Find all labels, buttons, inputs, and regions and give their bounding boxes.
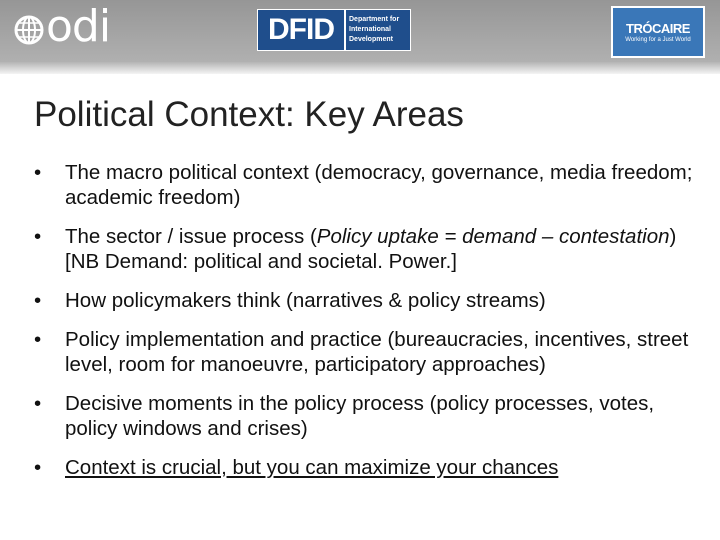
dfid-sub-line-2: International [349,26,392,33]
bullet-text: Decisive moments in the policy process (policy processes, votes, policy windows and crises) [65,392,655,440]
bullet-dot: • [34,161,42,184]
bullet-dot: • [34,225,42,248]
globe-icon [14,15,44,45]
bullet-dot: • [34,328,42,351]
dfid-logo [257,9,411,51]
dfid-logo-main: DFID [258,10,344,50]
trocaire-logo-tagline: Working for a Just World [625,36,691,43]
bullet-dot: • [34,456,42,479]
slide-title: Political Context: Key Areas [34,95,464,134]
bullet-dot: • [34,289,42,312]
bullet-text-post: ) [NB Demand: political and societal. Power.] [65,225,677,273]
trocaire-logo-inner [613,8,703,56]
bullet-list [34,160,704,494]
bullet-dot: • [34,392,42,415]
bullet-text: Policy implementation and practice (bureaucracies, incentives, street level, room for manoeuvre, participatory approaches) [65,328,689,376]
bullet-item [34,160,704,210]
trocaire-logo-name: TRÓCAIRE [626,20,690,36]
bullet-text-underlined: Context is crucial, but you can maximize your chances [65,456,559,479]
odi-logo [14,1,111,52]
dfid-logo-subtitle [346,10,410,50]
bullet-text: How policymakers think (narratives & policy streams) [65,289,546,312]
bullet-text: The macro political context (democracy, governance, media freedom; academic freedom) [65,161,693,209]
bullet-text-pre: The sector / issue process ( [65,225,317,248]
bullet-item [34,224,704,274]
dfid-sub-line-1: Department for [349,16,400,23]
bullet-text-italic: Policy uptake = demand – contestation [316,225,670,248]
bullet-item [34,327,704,377]
odi-logo-text: odi [46,1,111,52]
dfid-sub-line-3: Development [349,36,393,43]
bullet-item [34,288,704,313]
bullet-item [34,455,704,480]
bullet-item [34,391,704,441]
trocaire-logo [611,6,705,58]
header-gradient [0,62,720,74]
